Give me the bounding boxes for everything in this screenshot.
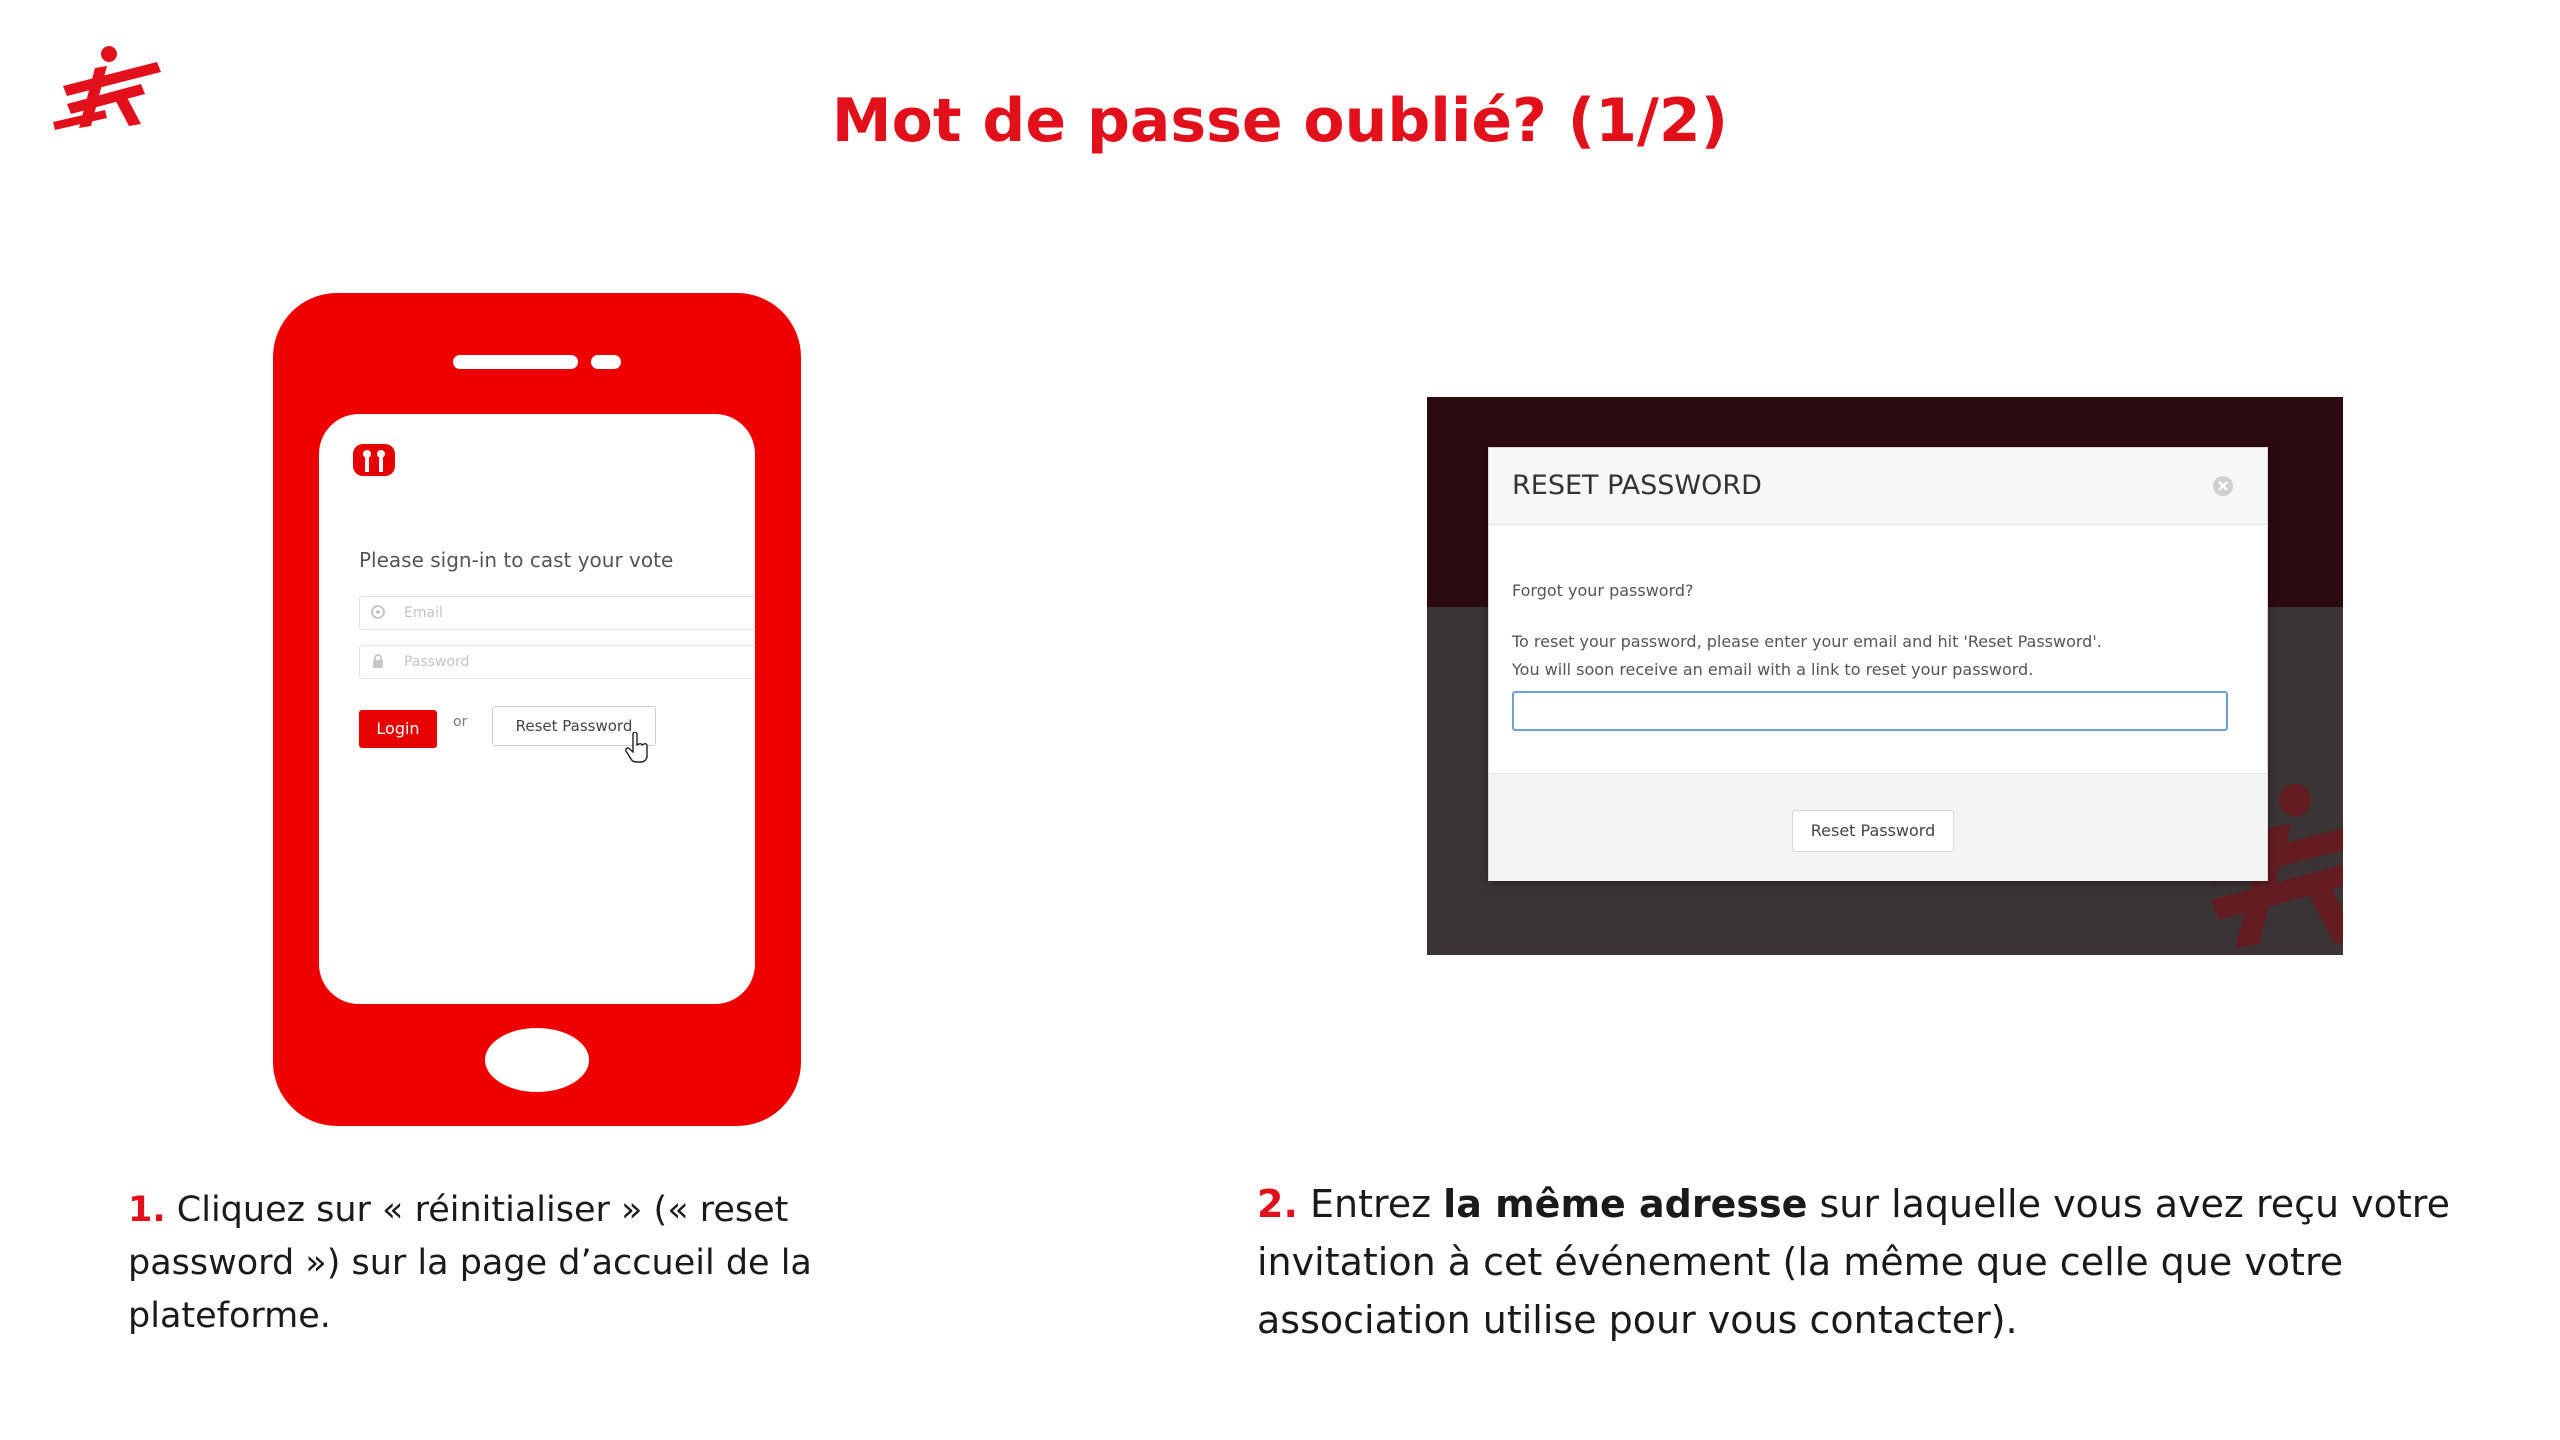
signin-prompt: Please sign-in to cast your vote xyxy=(359,548,674,572)
forgot-password-text: Forgot your password? xyxy=(1512,581,1694,600)
reset-password-screenshot xyxy=(1427,397,2343,955)
modal-reset-password-button[interactable]: Reset Password xyxy=(1792,810,1954,852)
step-2-text-after: sur laquelle vous avez reçu votre invitation à cet événement (la même que celle que votre association utilise pour vous contacter). xyxy=(1257,1182,2450,1342)
step-1-text: Cliquez sur « réinitialiser » (« reset password ») sur la page d’accueil de la plateforme. xyxy=(128,1190,812,1336)
or-separator: or xyxy=(453,714,468,730)
step-2-number: 2. xyxy=(1257,1182,1298,1226)
step-2-bold-text: la même adresse xyxy=(1443,1182,1808,1226)
phone-camera xyxy=(591,355,621,369)
phone-screen xyxy=(319,414,755,1004)
email-placeholder: Email xyxy=(404,605,443,621)
lock-icon xyxy=(370,653,386,669)
password-placeholder: Password xyxy=(404,654,470,670)
step-1-caption xyxy=(128,1184,848,1343)
modal-title: RESET PASSWORD xyxy=(1512,470,1762,501)
modal-body xyxy=(1512,581,2252,684)
password-field[interactable] xyxy=(359,645,755,679)
email-field[interactable] xyxy=(359,596,755,630)
instruction-line-2: You will soon receive an email with a link to reset your password. xyxy=(1512,660,2034,679)
phone-home-button xyxy=(485,1028,589,1092)
instruction-line-1: To reset your password, please enter your email and hit 'Reset Password'. xyxy=(1512,632,2102,651)
step-2-text-before: Entrez xyxy=(1309,1182,1444,1226)
slide-title: Mot de passe oublié? (1/2) xyxy=(831,86,1729,156)
modal-footer xyxy=(1489,773,2267,881)
login-button[interactable]: Login xyxy=(359,710,437,748)
msf-app-logo-icon xyxy=(351,440,397,480)
step-1-number: 1. xyxy=(128,1190,166,1230)
step-2-caption xyxy=(1257,1175,2537,1349)
phone-speaker xyxy=(453,355,578,369)
close-icon[interactable] xyxy=(2211,474,2235,498)
modal-header xyxy=(1489,448,2267,525)
email-icon xyxy=(370,604,386,620)
reset-password-modal xyxy=(1488,447,2268,881)
phone-illustration xyxy=(273,293,801,1126)
reset-password-button[interactable]: Reset Password xyxy=(492,706,656,746)
hand-cursor-icon xyxy=(624,732,650,764)
reset-email-input[interactable] xyxy=(1512,691,2228,731)
